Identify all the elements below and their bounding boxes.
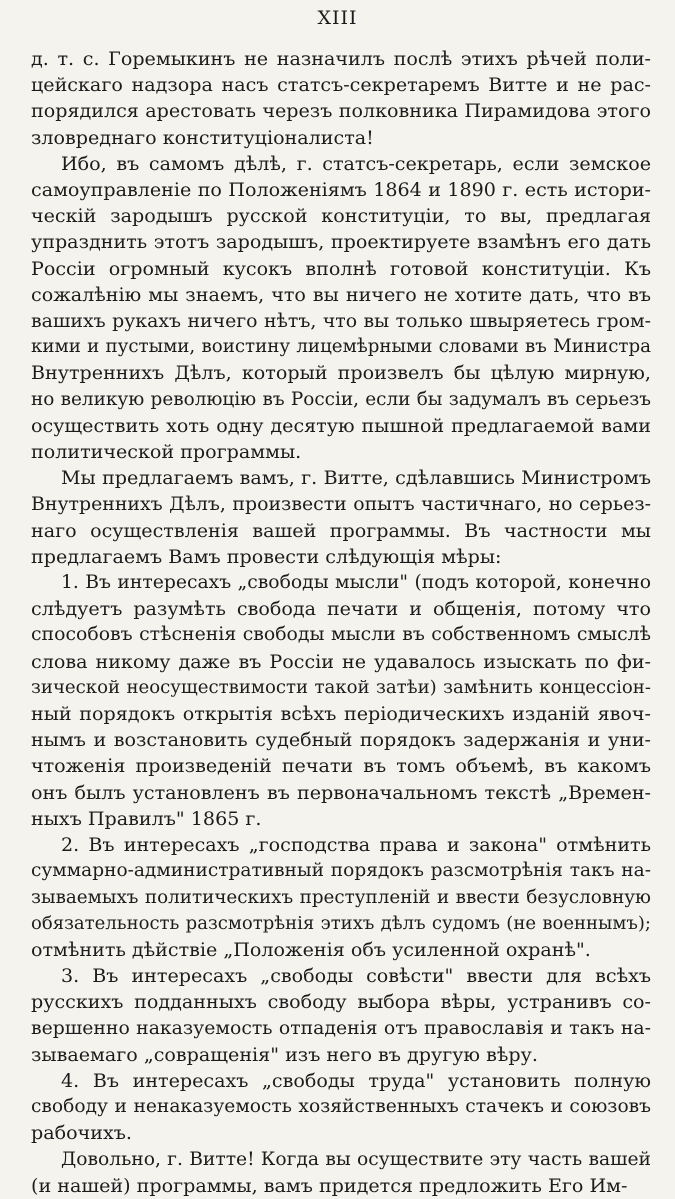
paragraph <box>31 1068 651 1147</box>
paragraph <box>31 151 651 465</box>
text-line: (и нашей) программы, вамъ придется предложить Его Им- <box>31 1173 628 1197</box>
text-line: самоуправленіе по Положеніямъ 1864 и 1890 г. есть истори- <box>31 178 651 202</box>
text-line: Внутреннихъ Дѣлъ, произвести опытъ частичнаго, но серьез- <box>31 493 651 516</box>
text-line: сожалѣнію мы знаемъ, что вы ничего не хотите дать, что въ <box>31 282 651 306</box>
body-text <box>31 46 651 1199</box>
text-line: политической программы. <box>31 440 302 464</box>
text-line: способовъ стѣсненія свободы мысли въ собственномъ смыслѣ <box>31 624 651 646</box>
text-line: зываемыхъ политическихъ преступленій и ввести безусловную <box>31 886 651 908</box>
text-line: обязательность разсмотрѣнія этихъ дѣлъ судомъ (не военнымъ); <box>31 912 651 934</box>
text-line: ческій зародышъ русской конституціи, то вы, предлагая <box>31 204 651 228</box>
text-line: чтоженія произведеній печати въ томъ объемѣ, въ какомъ <box>31 754 651 778</box>
text-line: нымъ и возстановить судебный порядокъ задержанія и уни- <box>31 728 651 752</box>
text-line: Россіи огромный кусокъ вполнѣ готовой конституціи. Къ <box>31 256 651 280</box>
text-line: ный порядокъ открытія всѣхъ періодическихъ изданій явоч- <box>31 702 651 726</box>
text-line: зической неосуществимости такой затѣи) замѣнить концессіон- <box>31 676 651 698</box>
text-line: предлагаемъ Вамъ провести слѣдующія мѣры: <box>31 544 502 568</box>
text-line: Мы предлагаемъ вамъ, г. Витте, сдѣлавшись Министромъ <box>61 466 651 490</box>
text-line: свободу и ненаказуемость хозяйственныхъ стачекъ и союзовъ <box>31 1096 651 1118</box>
text-line: онъ былъ установленъ въ первоначальномъ текстѣ „Времен- <box>31 780 651 804</box>
text-line: порядился арестовать черезъ полковника Пирамидова этого <box>31 99 651 123</box>
paragraph <box>31 963 651 1068</box>
text-line: 3. Въ интересахъ „свободы совѣсти" ввести для всѣхъ <box>61 964 651 988</box>
text-line: цейскаго надзора насъ статсъ-секретаремъ Витте и не рас- <box>31 73 651 97</box>
text-line: вашихъ рукахъ ничего нѣтъ, что вы только швыряетесь гром- <box>31 310 651 333</box>
paragraph <box>31 465 651 570</box>
paragraph <box>31 46 651 151</box>
paragraph <box>31 570 651 832</box>
text-line: отмѣнить дѣйствіе „Положенія объ усиленной охранѣ". <box>31 937 591 961</box>
text-line: вершенно наказуемость отпаденія отъ православія и такъ на- <box>31 1017 651 1039</box>
text-line: осуществить хоть одну десятую пышной предлагаемой вами <box>31 413 651 437</box>
text-line: ныхъ Правилъ" 1865 г. <box>31 806 262 830</box>
text-line: русскихъ подданныхъ свободу выбора вѣры, устранивъ со- <box>31 990 651 1014</box>
text-line: упразднить этотъ зародышъ, проектируете взамѣнъ его дать <box>31 230 651 254</box>
text-line: 4. Въ интересахъ „свободы труда" установить полную <box>61 1068 651 1092</box>
text-line: зываемаго „совращенія" изъ него въ другую вѣру. <box>31 1042 538 1066</box>
text-line: зловреднаго конституціоналиста! <box>31 125 374 149</box>
text-line: Ибо, въ самомъ дѣлѣ, г. статсъ-секретарь, если земское <box>61 151 651 175</box>
text-line: слѣдуетъ разумѣть свобода печати и общенія, потому что <box>31 597 651 621</box>
text-line: 2. Въ интересахъ „господства права и закона" отмѣнить <box>61 833 651 857</box>
text-line: слова никому даже въ Россіи не удавалось изыскать по фи- <box>31 649 651 673</box>
text-line: но великую революцію въ Россіи, если бы задумалъ въ серьезъ <box>31 388 651 410</box>
text-line: суммарно-административный порядокъ разсмотрѣнія такъ на- <box>31 860 651 882</box>
text-line: наго осуществленія вашей программы. Въ частности мы <box>31 518 651 542</box>
text-line: рабочихъ. <box>31 1121 132 1145</box>
paragraph <box>31 1147 651 1199</box>
text-line: 1. Въ интересахъ „свободы мысли" (подъ которой, конечно <box>61 572 651 594</box>
text-line: кими и пустыми, воистину лицемѣрными словами въ Министра <box>31 336 651 358</box>
text-line: Внутреннихъ Дѣлъ, который произвелъ бы цѣлую мирную, <box>31 361 651 385</box>
text-line: д. т. с. Горемыкинъ не назначилъ послѣ этихъ рѣчей поли- <box>31 47 651 70</box>
page-number: XIII <box>317 7 358 29</box>
text-line: Довольно, г. Витте! Когда вы осуществите эту часть вашей <box>61 1148 651 1170</box>
paragraph <box>31 832 651 963</box>
